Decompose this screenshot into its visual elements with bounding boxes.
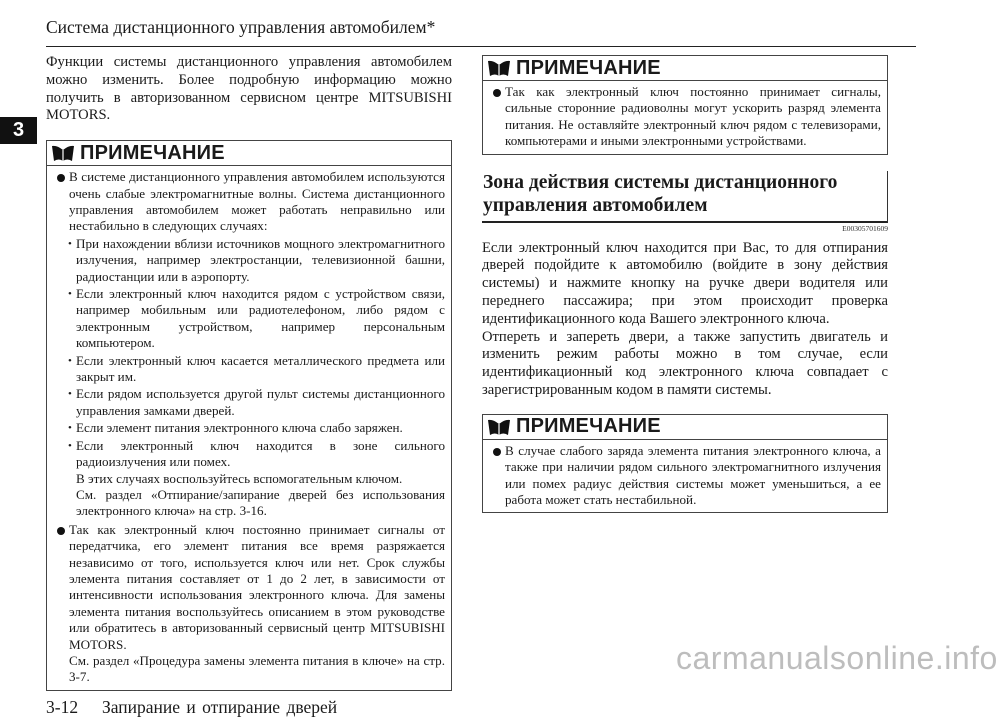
note-box-3 xyxy=(482,414,888,514)
note-header xyxy=(483,56,887,81)
book-icon xyxy=(487,59,511,77)
section-title-line: Зона действия системы дистанционного xyxy=(483,171,838,193)
page-footer xyxy=(46,697,452,718)
chapter-tab: 3 xyxy=(0,117,37,144)
note-box-1 xyxy=(46,140,452,691)
section-code: E00305701609 xyxy=(842,223,888,233)
book-icon xyxy=(51,144,75,162)
note-sub-item: • Если элемент питания электронного ключа слабо заряжен. xyxy=(47,420,451,436)
note-sub-item: • При нахождении вблизи источников мощного электромагнитного излучения, например электростанции, телевизионной башни, радиостанции или в аэропорту. xyxy=(47,236,451,285)
page-number: 3-12 xyxy=(46,696,79,717)
note-bullet: В случае слабого заряда элемента питания электронного ключа, а также при наличии рядом сильного электромагнитного излучения или помех радиус действия системы может уменьшиться, а ее работа может стать нестабильной. xyxy=(483,443,887,509)
note-header xyxy=(483,415,887,440)
note-label: ПРИМЕЧАНИЕ xyxy=(516,415,661,438)
note-reference: См. раздел «Процедура замены элемента питания в ключе» на стр. 3-7. xyxy=(69,652,445,685)
note-sub-item: • Если электронный ключ находится рядом с устройством связи, например мобильным или радиотелефоном, либо рядом с электронным устройством, например персональным компьютером. xyxy=(47,286,451,352)
note-sub-item: • Если электронный ключ находится в зоне сильного радиоизлучения или помех. xyxy=(47,438,451,471)
note-bullet: Так как электронный ключ постоянно принимает сигналы от передатчика, его элемент питания все время разряжается независимо от того, используется ключ или нет. Срок службы элемента питания составляет от 1 до 2 лет, в зависимости от интенсивности использования электронного ключа. Для замены элемента питания воспользуйтесь описанием в этом руководстве или обратитесь в авторизованный сервисный центр MITSUBISHI MOTORS. xyxy=(47,522,451,653)
note-box-2 xyxy=(482,55,888,155)
book-icon xyxy=(487,418,511,436)
note-sub-item: • Если рядом используется другой пульт системы дистанционного управления замками дверей. xyxy=(47,386,451,419)
section-title-line: управления автомобилем xyxy=(483,194,708,216)
left-column xyxy=(46,54,452,718)
watermark: carmanualsonline.info xyxy=(676,640,998,676)
note-label: ПРИМЕЧАНИЕ xyxy=(80,141,225,164)
note-sub-item: • Если электронный ключ касается металлического предмета или закрыт им. xyxy=(47,353,451,386)
intro-paragraph: Функции системы дистанционного управления автомобилем можно изменить. Более подробную информацию можно получить в авторизованном сервисном центре MITSUBISHI MOTORS. xyxy=(46,54,452,124)
note-bullet: В системе дистанционного управления автомобилем используются очень слабые электромагнитные волны. Система дистанционного управления автомобилем может работать неправильно или нестабильно в следующих случаях: xyxy=(47,169,451,235)
main-text xyxy=(482,240,888,400)
note-reference: См. раздел «Отпирание/запирание дверей без использования электронного ключа» на стр. 3-16. xyxy=(76,486,445,519)
note-text: В этих случаях воспользуйтесь вспомогательным ключом. xyxy=(76,470,403,486)
paragraph: Отпереть и запереть двери, а также запустить двигатель и изменить режим работы можно в том случае, если идентификационный код электронного ключа совпадает с зарегистрированным кодом в памяти системы. xyxy=(482,328,888,398)
section-heading xyxy=(482,171,888,223)
header-rule xyxy=(46,46,916,47)
note-label: ПРИМЕЧАНИЕ xyxy=(516,56,661,79)
note-bullet: Так как электронный ключ постоянно принимает сигналы, сильные сторонние радиоволны могут ускорить разряд элемента питания. Не оставляйте электронный ключ рядом с телевизорами, компьютерами и иными электронными устройствами. xyxy=(483,84,887,150)
paragraph: Если электронный ключ находится при Вас, то для отпирания дверей подойдите к автомобилю (войдите в зону действия системы) и нажмите кнопку на ручке двери водителя или переднего пассажира; при этом происходит проверка идентификационного кода Вашего электронного ключа. xyxy=(482,239,888,327)
note-header xyxy=(47,141,451,166)
page-header-title: Система дистанционного управления автомобилем* xyxy=(46,17,436,37)
right-column xyxy=(482,55,888,513)
footer-section: Запирание и отпирание дверей xyxy=(102,696,338,717)
